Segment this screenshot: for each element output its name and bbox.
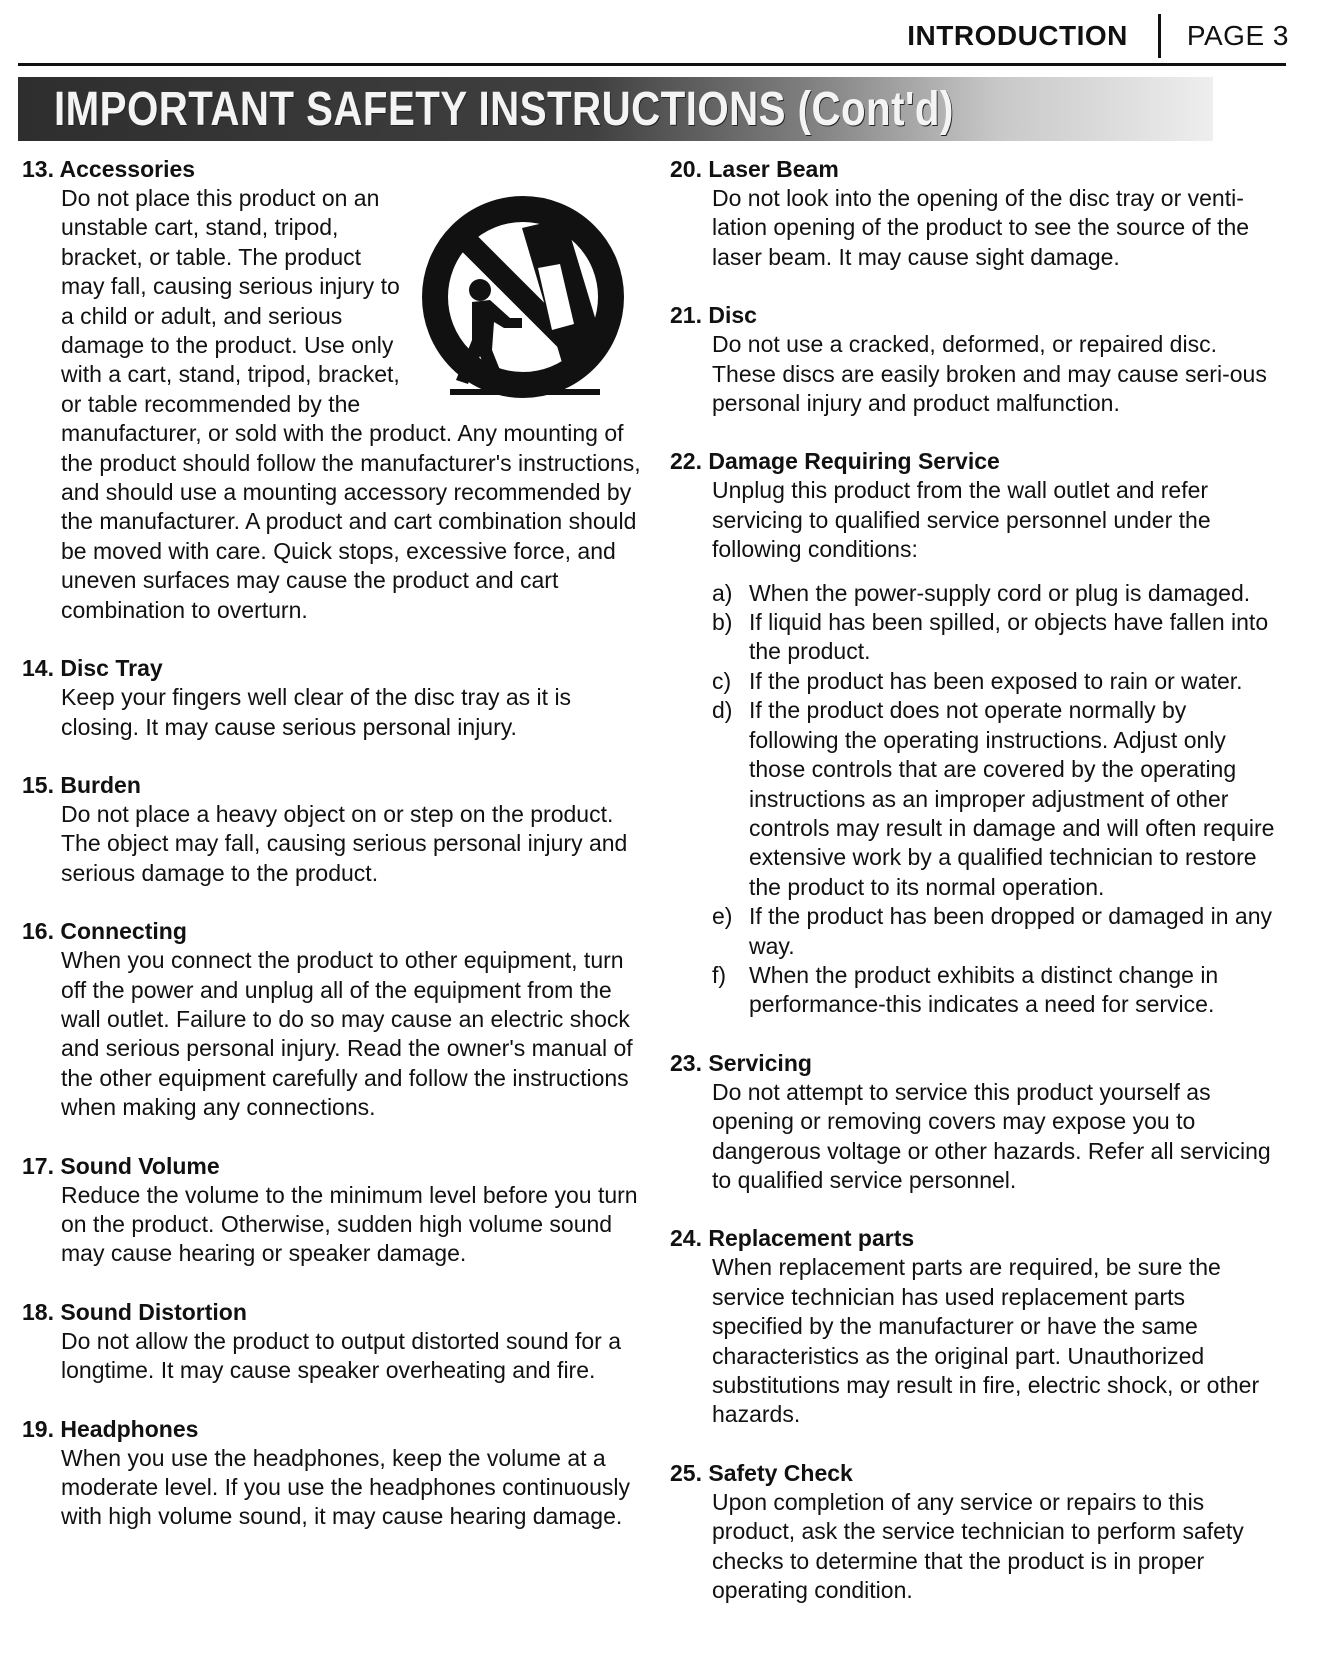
instruction-item: [670, 155, 1282, 272]
item-heading: 14. Disc Tray: [22, 655, 163, 682]
item-heading: 15. Burden: [22, 771, 141, 798]
item-body: Do not look into the opening of the disc tray or venti-lation opening of the product to see the source of the laser beam. It may cause sight damage.: [712, 185, 1250, 270]
page-number: PAGE 3: [1186, 20, 1289, 51]
list-item: e) If the product has been dropped or damaged in any way.: [712, 903, 1272, 959]
item-heading: 18. Sound Distortion: [22, 1298, 247, 1325]
item-heading: 17. Sound Volume: [22, 1152, 220, 1179]
list-item: a) When the power-supply cord or plug is damaged.: [712, 579, 1251, 606]
item-heading: 19. Headphones: [22, 1415, 199, 1442]
item-heading: 20. Laser Beam: [670, 156, 839, 182]
instruction-item: [670, 1459, 1282, 1606]
list-item: c) If the product has been exposed to rain or water.: [712, 667, 1243, 694]
item-body: When you connect the product to other equipment, turn off the power and unplug all of the equipment from the wall outlet. Failure to do so may cause an electric shock and serious personal injury. Read the owner's manual of the other equipment carefully and follow the instructions when making any connections.: [61, 947, 633, 1121]
instruction-item: [22, 1298, 652, 1386]
section-title: INTRODUCTION: [907, 20, 1128, 51]
condition-list: [670, 579, 1282, 1020]
item-heading: 16. Connecting: [22, 918, 187, 945]
header-divider: [1158, 14, 1161, 58]
list-item: b) If liquid has been spilled, or objects have fallen into the product.: [712, 609, 1269, 665]
page-header: [907, 14, 1289, 58]
instruction-item: [670, 1224, 1282, 1429]
item-body: Upon completion of any service or repairs to this product, ask the service technician to perform safety checks to determine that the product is in proper operating condition.: [712, 1488, 1244, 1604]
instruction-item: [22, 155, 652, 625]
instruction-item: [22, 1152, 652, 1269]
item-body: Reduce the volume to the minimum level before you turn on the product. Otherwise, sudden high volume sound may cause hearing or speaker damage.: [61, 1181, 638, 1267]
instruction-item: [22, 1415, 652, 1532]
item-body: When replacement parts are required, be sure the service technician has used replacement parts specified by the manufacturer or have the same characteristics as the original part. Unauthorized substitutions may result in fire, electric shock, or other hazards.: [712, 1254, 1260, 1428]
header-rule: [18, 63, 1286, 66]
instruction-item: [670, 1049, 1282, 1196]
item-heading: 23. Servicing: [670, 1049, 812, 1076]
instruction-item: [22, 771, 652, 888]
item-heading: 21. Disc: [670, 302, 757, 329]
item-body: Unplug this product from the wall outlet and refer servicing to qualified service personnel under the following conditions:: [712, 477, 1211, 563]
item-heading: 24. Replacement parts: [670, 1225, 915, 1252]
item-heading: 22. Damage Requiring Service: [670, 448, 1000, 475]
item-body: Do not allow the product to output distorted sound for a longtime. It may cause speaker overheating and fire.: [61, 1327, 622, 1384]
item-body: Do not attempt to service this product yourself as opening or removing covers may expose you to dangerous voltage or other hazards. Refer all servicing to qualified service personnel.: [712, 1078, 1271, 1193]
left-column: [22, 155, 652, 1561]
item-heading: 13. Accessories: [22, 156, 196, 182]
item-body: Do not place this product on an unstable cart, stand, tripod, bracket, or table. The product may fall, causing serious injury to a child or adult, and serious damage to the product. Use only with a cart, stand, tripod, bracket, or table recommended by the manufacturer, or sold with the product. Any mounting of the product should follow the manufacturer's instructions, and should use a mounting accessory recommended by the manufacturer. A product and cart combination should be moved with care. Quick stops, excessive force, and uneven surfaces may cause the product and cart combination to overturn.: [61, 185, 641, 623]
list-item: f) When the product exhibits a distinct change in performance-this indicates a need for service.: [712, 961, 1219, 1018]
title-banner: [18, 77, 1213, 141]
instruction-item: [22, 917, 652, 1122]
banner-title: IMPORTANT SAFETY INSTRUCTIONS (Cont'd): [54, 83, 954, 136]
item-body: Keep your fingers well clear of the disc tray as it is closing. It may cause serious personal injury.: [61, 684, 572, 740]
instruction-item: [670, 447, 1282, 1019]
item-heading: 25. Safety Check: [670, 1459, 853, 1486]
item-body: Do not use a cracked, deformed, or repaired disc. These discs are easily broken and may cause seri-ous personal injury and product malfunction.: [712, 331, 1267, 417]
list-item: d) If the product does not operate normally by following the operating instructions. Adjust only those controls that are covered by the operating instructions as an improper adjustment of other controls may result in damage and will often require extensive work by a qualified technician to restore the product to its normal operation.: [712, 697, 1275, 900]
cart-tip-over-warning-icon: [410, 190, 636, 404]
instruction-item: [670, 301, 1282, 418]
right-column: [670, 155, 1282, 1634]
instruction-item: [22, 654, 652, 742]
item-body: When you use the headphones, keep the volume at a moderate level. If you use the headphones continuously with high volume sound, it may cause hearing damage.: [61, 1444, 630, 1530]
item-body: Do not place a heavy object on or step on the product. The object may fall, causing serious personal injury and serious damage to the product.: [61, 800, 628, 886]
